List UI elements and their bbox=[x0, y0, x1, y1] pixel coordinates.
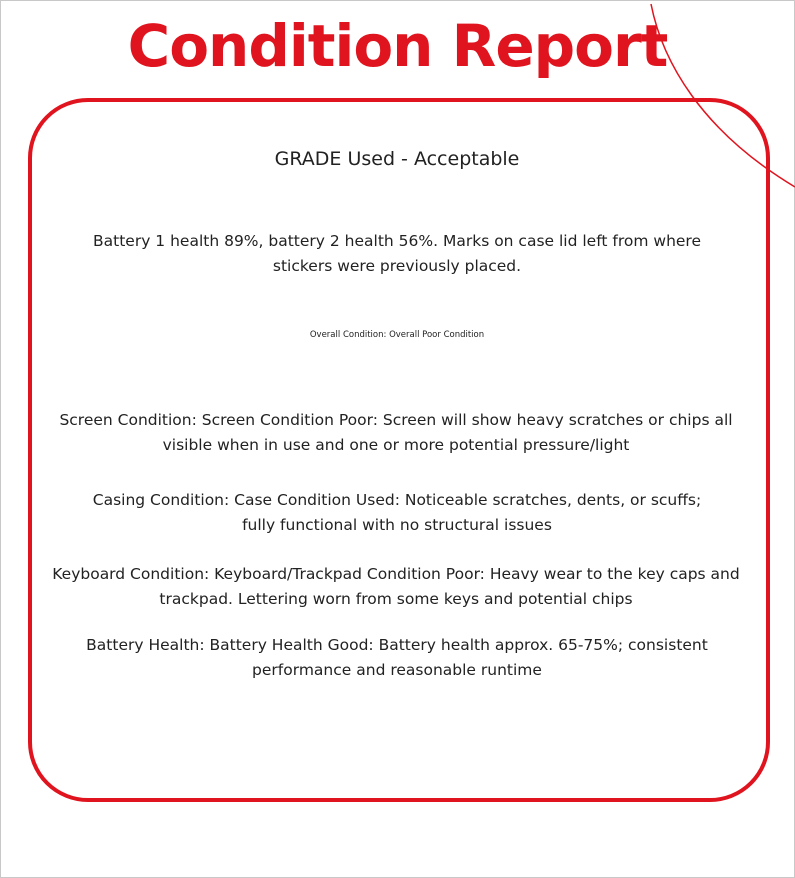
overall-condition: Overall Condition: Overall Poor Condition bbox=[309, 330, 485, 340]
keyboard-condition: Keyboard Condition: Keyboard/Trackpad Condition Poor: Heavy wear to the key caps and trackpad. Lettering worn from some keys and potential chips bbox=[52, 565, 740, 608]
battery-health: Battery Health: Battery Health Good: Battery health approx. 65-75%; consistent performance and reasonable runtime bbox=[86, 636, 708, 679]
grade-heading: GRADE Used - Acceptable bbox=[274, 148, 520, 170]
report-title: Condition Report bbox=[127, 12, 668, 80]
condition-notes: Battery 1 health 89%, battery 2 health 56%. Marks on case lid left from where stickers were previously placed. bbox=[93, 232, 701, 275]
casing-condition: Casing Condition: Case Condition Used: Noticeable scratches, dents, or scuffs; fully functional with no structural issues bbox=[92, 491, 702, 534]
screen-condition: Screen Condition: Screen Condition Poor: Screen will show heavy scratches or chips all visible when in use and one or more potential pressure/light bbox=[59, 411, 733, 454]
